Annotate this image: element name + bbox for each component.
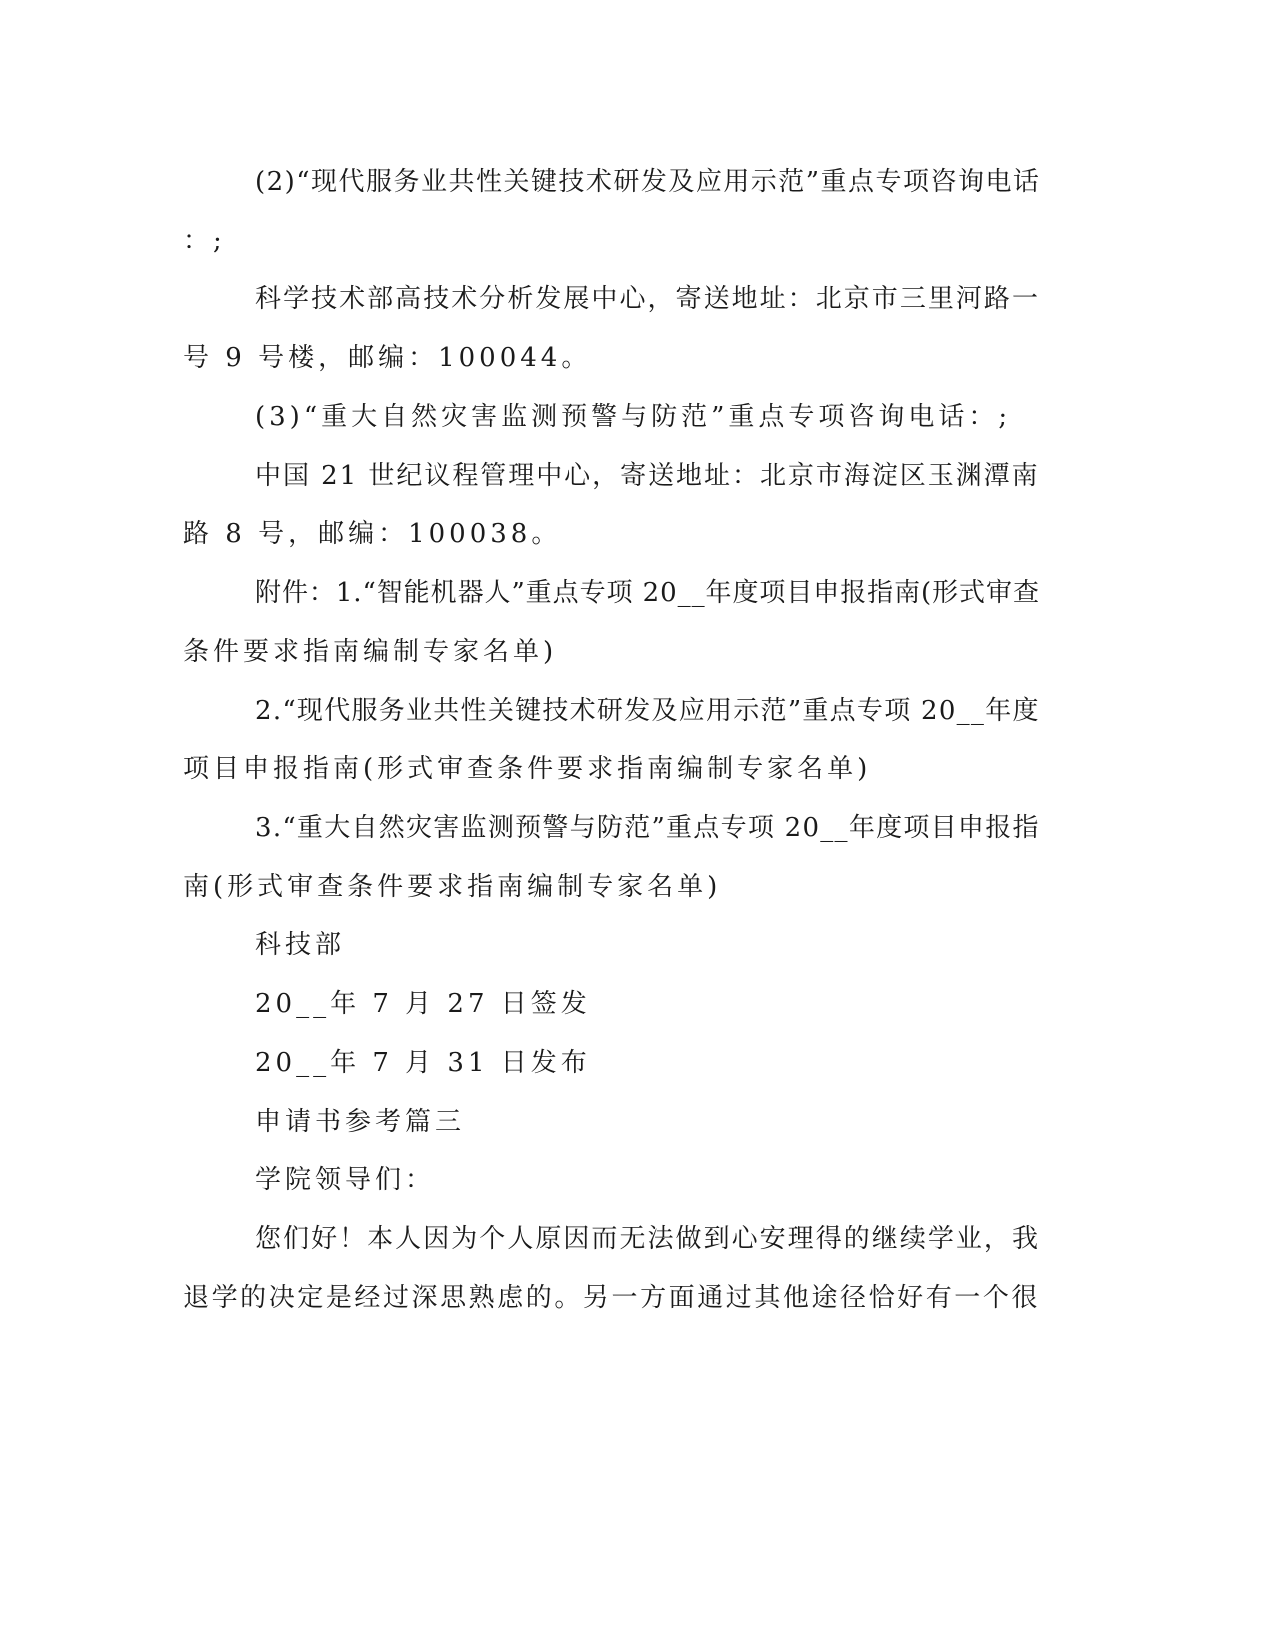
text-line: 20__年 7 月 27 日签发 bbox=[255, 989, 591, 1019]
text-line: 2.“现代服务业共性关键技术研发及应用示范”重点专项 20__年度 bbox=[255, 696, 1040, 726]
text-line: 条件要求指南编制专家名单) bbox=[183, 637, 558, 667]
text-line: 项目申报指南(形式审查条件要求指南编制专家名单) bbox=[183, 754, 872, 784]
text-line: 退学的决定是经过深思熟虑的。另一方面通过其他途径恰好有一个很 bbox=[183, 1283, 1041, 1313]
text-line: 学院领导们： bbox=[255, 1165, 436, 1195]
text-line: (2)“现代服务业共性关键技术研发及应用示范”重点专项咨询电话 bbox=[255, 167, 1041, 197]
text-line: 号 9 号楼，邮编：100044。 bbox=[183, 343, 592, 373]
text-line: 20__年 7 月 31 日发布 bbox=[255, 1048, 591, 1078]
text-line: 科学技术部高技术分析发展中心，寄送地址：北京市三里河路一 bbox=[255, 284, 1041, 314]
text-line: 您们好！本人因为个人原因而无法做到心安理得的继续学业，我 bbox=[255, 1224, 1041, 1254]
text-line: 3.“重大自然灾害监测预警与防范”重点专项 20__年度项目申报指 bbox=[255, 813, 1040, 843]
text-line: ：; bbox=[183, 226, 226, 256]
text-line: 附件：1.“智能机器人”重点专项 20__年度项目申报指南(形式审查 bbox=[255, 578, 1040, 608]
text-line: 中国 21 世纪议程管理中心，寄送地址：北京市海淀区玉渊潭南 bbox=[255, 461, 1040, 491]
text-line: 申请书参考篇三 bbox=[255, 1107, 466, 1137]
text-line: 科技部 bbox=[255, 930, 346, 960]
text-line: (3)“重大自然灾害监测预警与防范”重点专项咨询电话：; bbox=[255, 402, 1012, 432]
text-line: 南(形式审查条件要求指南编制专家名单) bbox=[183, 872, 722, 902]
text-line: 路 8 号，邮编：100038。 bbox=[183, 519, 562, 549]
